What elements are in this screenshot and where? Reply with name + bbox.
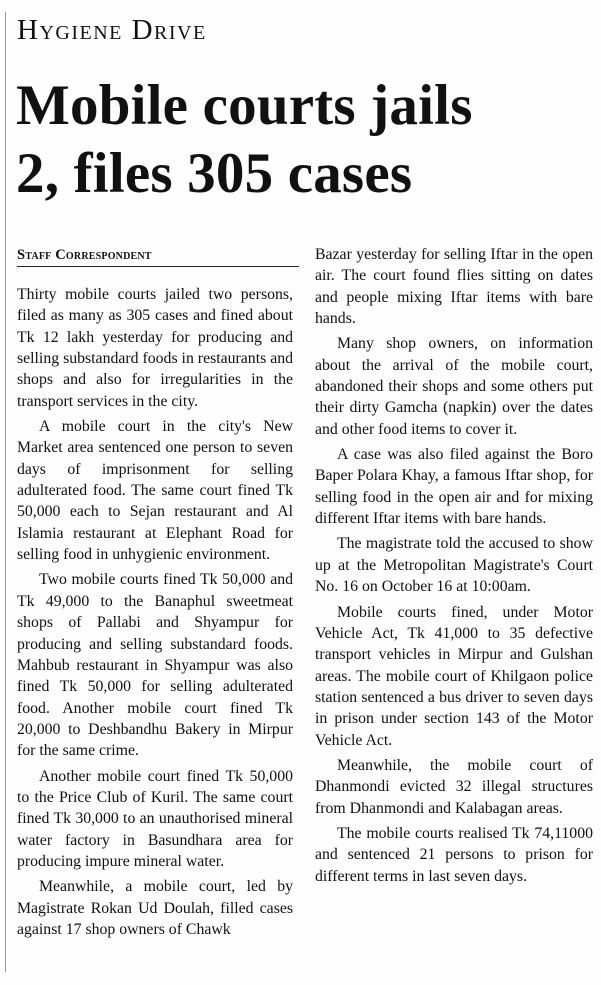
headline-line-2: 2, files 305 cases (16, 142, 413, 205)
paragraph-5: Meanwhile, a mobile court, led by Magistrate Rokan Ud Doulah, filled cases against 17 shop owners of Chawk (17, 878, 293, 938)
paragraph-9: Mobile courts fined, under Motor Vehicle Act, Tk 41,000 to 35 defective transport vehicles in Mirpur and Gulshan areas. The mobile court of Khilgaon police station sentenced a bus driver to seven days in prison under section 143 of the Motor Vehicle Act. (315, 603, 593, 749)
article-column-right (315, 244, 593, 887)
byline: Staff Correspondent (17, 247, 152, 263)
paragraph-1: Thirty mobile courts jailed two persons, filed as many as 305 cases and fined about Tk 12 lakh yesterday for producing and selling substandard foods in restaurants and shops and also for irregularities in the transport services in the city. (17, 286, 293, 410)
paragraph-6: Many shop owners, on information about the arrival of the mobile court, abandoned their shops and some others put their dirty Gamcha (napkin) over the dates and other food items to cover it. (315, 335, 593, 438)
paragraph-11: The mobile courts realised Tk 74,11000 and sentenced 21 persons to prison for different terms in last seven days. (315, 824, 593, 885)
article-column-left (17, 284, 293, 940)
paragraph-8: The magistrate told the accused to show up at the Metropolitan Magistrate's Court No. 16 on October 16 at 10:00am. (315, 535, 593, 596)
headline-line-1: Mobile courts jails (16, 74, 473, 137)
headline (16, 72, 601, 208)
paragraph-4: Another mobile court fined Tk 50,000 to the Price Club of Kuril. The same court fined Tk 30,000 to an unauthorised mineral water factory in Basundhara area for producing impure mineral water. (17, 767, 293, 870)
paragraph-10: Meanwhile, the mobile court of Dhanmondi evicted 32 illegal structures from Dhanmondi and Kalabagan areas. (315, 756, 593, 817)
paragraph-3: Two mobile courts fined Tk 50,000 and Tk 49,000 to the Banaphul sweetmeat shops of Pallabi and Shyampur for producing and selling substandard foods. Mahbub restaurant in Shyampur was also fined Tk 50,000 for selling adulterated food. Another mobile court fined Tk 20,000 to Deshbandhu Bakery in Mirpur for the same crime. (17, 571, 293, 760)
paragraph-2: A mobile court in the city's New Market area sentenced one person to seven days of imprisonment for selling adulterated food. The same court fined Tk 50,000 each to Sejan restaurant and Al Islamia restaurant at Elephant Road for selling food in unhygienic environment. (17, 418, 293, 564)
paragraph-5-continued: Bazar yesterday for selling Iftar in the open air. The court found flies sitting on dates and people mixing Iftar items with bare hands. (315, 246, 593, 328)
byline-underline (17, 266, 299, 267)
section-kicker: Hygiene Drive (17, 14, 207, 46)
paragraph-7: A case was also filed against the Boro Baper Polara Khay, a famous Iftar shop, for selling food in the open air and for mixing different Iftar items with bare hands. (315, 446, 593, 528)
left-border-rule (5, 12, 6, 972)
